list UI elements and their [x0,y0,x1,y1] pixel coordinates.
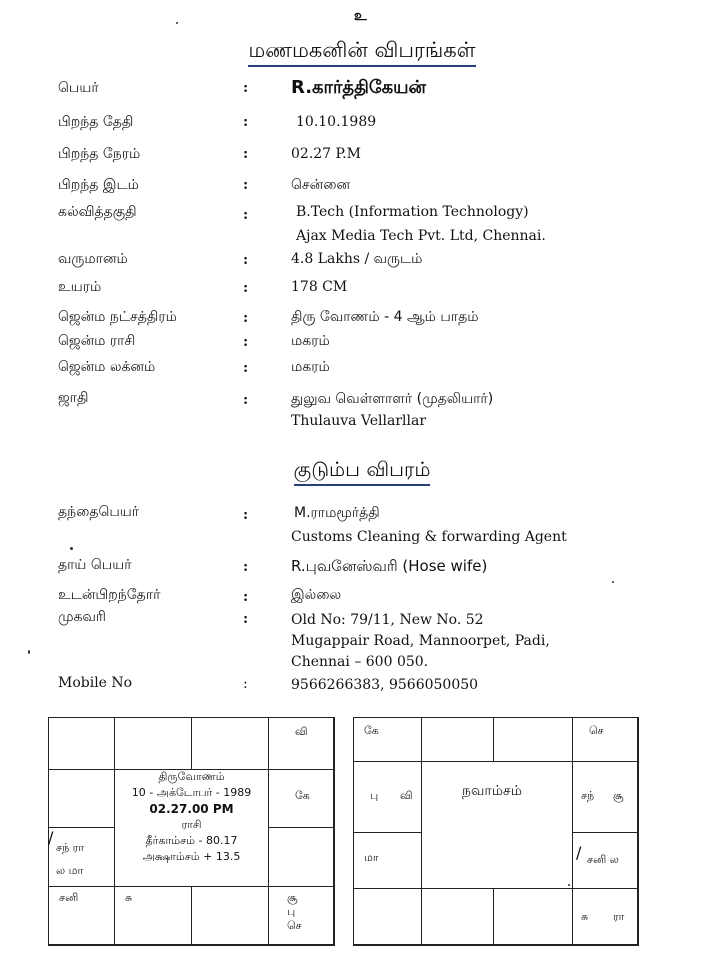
address-label: முகவரி [58,609,106,625]
colon: : [243,360,249,376]
rasi-cell [48,717,115,770]
mother-value: R.புவனேஸ்வரி (Hose wife) [291,557,488,575]
navamsa-cell [493,717,573,762]
education-value: B.Tech (Information Technology) [296,204,529,220]
lagnam-value: மகரம் [291,359,330,375]
navamsa-chart [353,717,638,945]
lagna-slash-icon: / [576,843,582,862]
income-label: வருமானம் [58,251,128,267]
colon: : [243,80,249,96]
siblings-value: இல்லை [291,587,342,603]
colon: : [243,146,249,162]
father-label: தந்தைபெயர் [58,504,140,520]
education-label: கல்வித்தகுதி [58,204,137,220]
speck [176,22,178,24]
rasi-cell-sani: சனி [48,886,115,946]
rasi-cell-ke: கே [268,769,335,828]
caste-label: ஜாதி [58,390,89,406]
navamsa-cell-sani-la: / சனி ல [572,832,639,889]
address-line-1: Old No: 79/11, New No. 52 [291,612,484,628]
caste-value-english: Thulauva Vellarllar [291,413,427,429]
navamsa-cell [421,717,494,762]
rasi-label: ஜென்ம ராசி [58,333,136,349]
lagnam-label: ஜென்ம லக்னம் [58,359,156,375]
birth-time-value: 02.27 P.M [291,146,361,162]
speck [568,884,570,886]
lagna-slash-icon: / [48,828,54,847]
star-label: ஜென்ம நட்சத்திரம் [58,309,177,325]
caste-value: துலுவ வெள்ளாளர் (முதலியார்) [291,391,494,407]
navamsa-cell [421,888,494,946]
colon: : [243,507,249,523]
family-section-title: குடும்ப விபரம் [0,457,724,484]
mother-label: தாய் பெயர் [58,557,132,573]
name-value: R.கார்த்திகேயன் [291,77,427,98]
birth-place-label: பிறந்த இடம் [58,177,139,193]
birth-place-value: சென்னை [291,177,351,193]
speck [612,581,614,583]
colon: : [243,252,249,268]
colon: : [243,280,249,296]
rasi-value: மகரம் [291,333,330,349]
father-occupation: Customs Cleaning & forwarding Agent [291,529,567,545]
colon: : [243,611,249,627]
page-title: மணமகனின் விபரங்கள் [0,38,724,65]
height-label: உயரம் [58,279,102,295]
colon: : [243,114,249,130]
speck [70,547,73,550]
navamsa-cell-se: செ [572,717,639,762]
navamsa-cell-bu-vi: பு வி [353,761,422,833]
dob-label: பிறந்த தேதி [58,114,134,130]
address-line-2: Mugappair Road, Mannoorpet, Padi, [291,633,550,649]
speck [28,650,30,654]
colon: : [243,392,249,408]
height-value: 178 CM [291,279,348,295]
top-symbol: உ [354,8,367,24]
mobile-value: 9566266383, 9566050050 [291,677,479,693]
colon: : [243,589,249,605]
rasi-center-details: திருவோணம் 10 - அக்டோபர் - 1989 02.27.00 PM ராசி தீர்காம்சம் - 80.17 அக்ஷாம்சம் + 13.5 [131,770,252,863]
colon: : [243,676,248,692]
navamsa-title: நவாம்சம் [462,783,522,799]
navamsa-cell [353,888,422,946]
occupation-value: Ajax Media Tech Pvt. Ltd, Chennai. [296,228,546,244]
mobile-label: Mobile No [58,675,133,691]
colon: : [243,334,249,350]
father-value: M.ராமமூர்த்தி [294,505,380,521]
star-value: திரு வோணம் - 4 ஆம் பாதம் [291,309,479,325]
rasi-cell-sun-group: சூ பு செ [268,886,335,946]
rasi-chart [48,717,334,945]
rasi-cell [268,827,335,887]
address-line-3: Chennai – 600 050. [291,654,429,670]
siblings-label: உடன்பிறந்தோர் [58,587,161,603]
rasi-cell [191,717,269,770]
rasi-cell-su: சு [114,886,192,946]
birth-time-label: பிறந்த நேரம் [58,146,141,162]
rasi-cell [114,717,192,770]
rasi-cell-chan-ra: / சந் ரா ல மா [48,827,115,887]
colon: : [243,177,249,193]
rasi-cell [191,886,269,946]
navamsa-cell [493,888,573,946]
colon: : [243,310,249,326]
colon: : [243,559,249,575]
colon: : [243,207,249,223]
rasi-cell-vi: வி [268,717,335,770]
name-label: பெயர் [58,80,99,96]
navamsa-cell-su-ra: சு ரா [572,888,639,946]
dob-value: 10.10.1989 [296,114,377,130]
navamsa-cell-chan-su: சந் சூ [572,761,639,833]
navamsa-cell-ke: கே [353,717,422,762]
income-value: 4.8 Lakhs / வருடம் [291,251,423,267]
navamsa-cell-ma: மா [353,832,422,889]
rasi-cell [48,769,115,828]
